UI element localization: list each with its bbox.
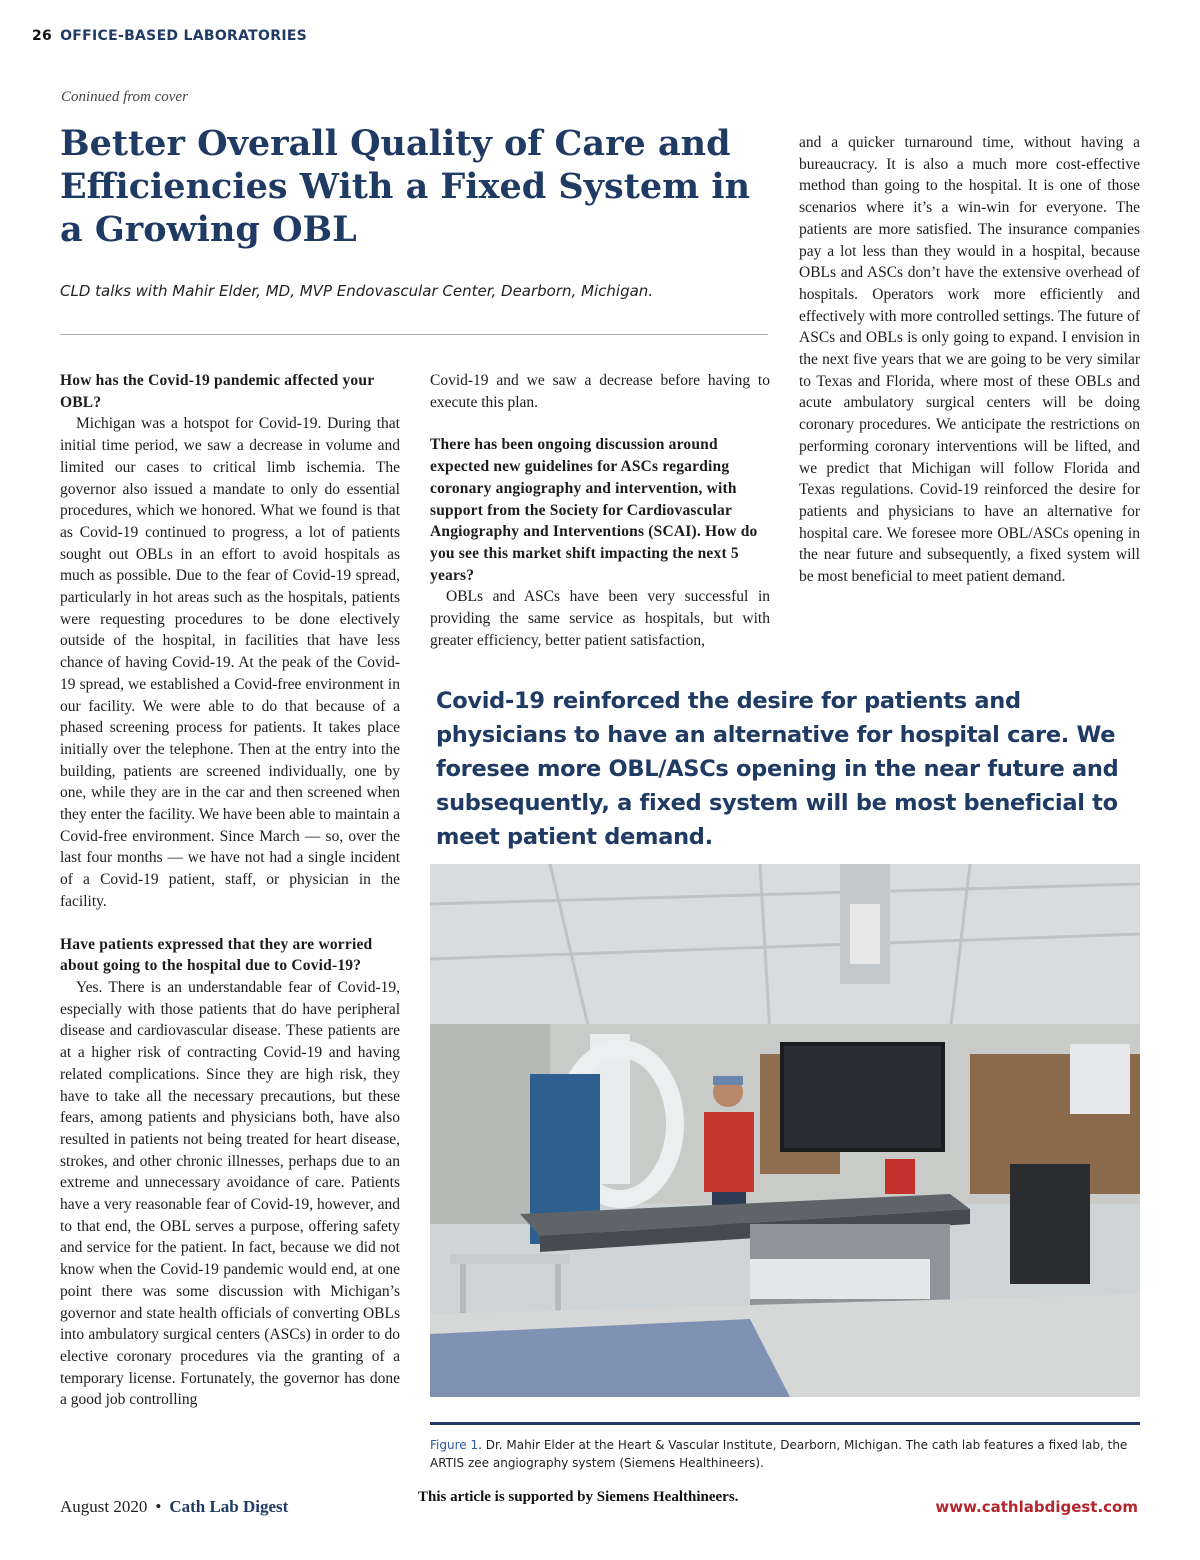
footer-separator: • — [155, 1497, 162, 1516]
answer-1: Michigan was a hotspot for Covid-19. During that initial time period, we saw a decrease in volume and limited our cases to critical limb ischemia. The governor also issued a mandate to only do essential procedures, which we honored. What we found is that as Covid-19 continued to progress, a lot of patients sought out OBLs in an effort to avoid hospitals as much as possible. Due to the fear of Covid-19 spread, particularly in hot areas such as the hospitals, patients were requesting procedures to be done electively outside of the hospital, in facilities that have less chance of having Covid-19. At the peak of the Covid-19 spread, we established a Covid-free environment in our facility. We were able to do that because of a phased screening process for patients. It takes place initially over the telephone. Then at the entry into the building, patients are screened individually, one by one, while they are in the car and then screened when they enter the facility. We have been able to maintain a Covid-free environment. Since March — so, over the last four months — we have not had a single incident of a Covid-19 patient, staff, or physician in the facility. — [60, 415, 400, 910]
continued-note: Coninued from cover — [61, 89, 188, 105]
page-number: 26 — [32, 28, 53, 44]
website-link[interactable]: www.cathlabdigest.com — [935, 1498, 1138, 1516]
answer-3-continued: and a quicker turnaround time, without having a bureaucracy. It is also a much more cost-effective method than going to the hospital. It is one of those scenarios where it’s a win-win for everyone. The patients are more satisfied. The insurance companies pay a lot less than they would in a hospital, because OBLs and ASCs don’t have the extensive overhead of hospitals. Operators work more efficiently and effectively with more controlled settings. The future of ASCs and OBLs is only going to expand. I envision in the next five years that we are going to be very similar to Texas and Florida, where most of these OBLs and acute ambulatory surgical centers will be doing coronary procedures. We anticipate the restrictions on performing coronary interventions will be lifted, and we predict that Michigan will follow Florida and Texas regulations. Covid-19 reinforced the desire for patients and physicians to have an alternative for hospital care. We foresee more OBL/ASCs opening in the near future and subsequently, a fixed system will be most beneficial to meet patient demand. — [799, 134, 1140, 586]
answer-2: Yes. There is an understandable fear of Covid-19, especially with those patients that do have peripheral disease and cardiovascular disease. These patients are at a higher risk of contracting Covid-19 and having related complications. Since they are high risk, they have to take all the necessary precautions, but these fears, among patients and physicians both, have also resulted in patients not being treated for heart disease, strokes, and other chronic illnesses, perhaps due to an extreme and unnecessary avoidance of care. Patients have a very reasonable fear of Covid-19, however, and to that end, the OBL serves a purpose, offering safety and service for the patient. In fact, because we did not know when the Covid-19 pandemic would end, at one point there was some discussion with Michigan’s governor and state health officials of converting OBLs into ambulatory surgical centers (ASCs) in order to do elective coronary procedures via the granting of a temporary license. Fortunately, the governor has done a good job controlling — [60, 978, 400, 1409]
caption-rule — [430, 1422, 1140, 1425]
title-divider — [60, 334, 768, 335]
figure-caption — [430, 1436, 1140, 1472]
issue-date: August 2020 — [60, 1497, 148, 1516]
question-1: How has the Covid-19 pandemic affected your OBL? — [60, 372, 374, 411]
figure-caption-text: . Dr. Mahir Elder at the Heart & Vascular Institute, Dearborn, MIchigan. The cath lab features a fixed lab, the ARTIS zee angiography system (Siemens Healthineers). — [430, 1438, 1128, 1470]
magazine-name: Cath Lab Digest — [169, 1497, 289, 1516]
text-column-2 — [430, 370, 770, 651]
sponsor-note: This article is supported by Siemens Healthineers. — [418, 1489, 739, 1505]
answer-2-continued: Covid-19 and we saw a decrease before having to execute this plan. — [430, 372, 770, 411]
cath-lab-photo — [430, 864, 1140, 1397]
running-header — [32, 28, 307, 44]
figure-label: Figure 1 — [430, 1438, 479, 1452]
article-subtitle: CLD talks with Mahir Elder, MD, MVP Endovascular Center, Dearborn, Michigan. — [60, 282, 654, 300]
article-title: Better Overall Quality of Care and Efficiencies With a Fixed System in a Growing OBL — [60, 123, 751, 250]
text-column-3 — [799, 132, 1140, 588]
answer-3: OBLs and ASCs have been very successful in providing the same service as hospitals, but with greater efficiency, better patient satisfaction, — [430, 588, 770, 649]
question-2: Have patients expressed that they are worried about going to the hospital due to Covid-19? — [60, 935, 373, 975]
text-column-1 — [60, 370, 400, 1411]
section-title: OFFICE-BASED LABORATORIES — [60, 28, 308, 44]
pull-quote: Covid-19 reinforced the desire for patients and physicians to have an alternative for hospital care. We foresee more OBL/ASCs opening in the near future and subsequently, a fixed system will be most beneficial to meet patient demand. — [436, 688, 1119, 850]
question-3: There has been ongoing discussion around expected new guidelines for ASCs regarding coronary angiography and intervention, with support from the Society for Cardiovascular Angiography and Interventions (SCAI). How do you see this market shift impacting the next 5 years? — [430, 436, 758, 584]
footer-issue — [60, 1497, 288, 1517]
